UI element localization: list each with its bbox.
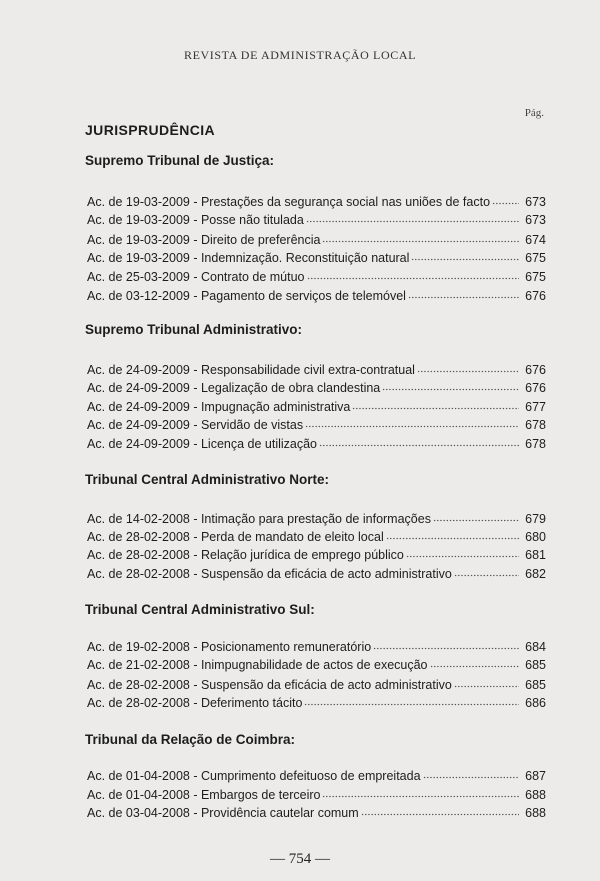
toc-entry bbox=[87, 233, 546, 251]
toc-entry bbox=[87, 530, 546, 548]
dot-leader bbox=[322, 788, 519, 798]
toc-entry-page: 676 bbox=[525, 363, 546, 377]
dot-leader bbox=[305, 418, 519, 428]
toc-entry-text: Ac. de 03-04-2008 - Providência cautelar comum bbox=[87, 806, 359, 820]
toc-entry bbox=[87, 788, 546, 806]
dot-leader bbox=[361, 806, 519, 816]
toc-entry-text: Ac. de 03-12-2009 - Pagamento de serviços de telemóvel bbox=[87, 289, 406, 303]
toc-entry-text: Ac. de 28-02-2008 - Relação jurídica de emprego público bbox=[87, 548, 404, 562]
toc-entry-page: 678 bbox=[525, 437, 546, 451]
toc-entry-text: Ac. de 28-02-2008 - Deferimento tácito bbox=[87, 696, 303, 710]
dot-leader bbox=[322, 233, 519, 243]
page-title: JURISPRUDÊNCIA bbox=[85, 122, 216, 138]
toc-entry-text: Ac. de 14-02-2008 - Intimação para prestação de informações bbox=[87, 512, 431, 526]
toc-entry-page: 685 bbox=[525, 658, 546, 672]
toc-entry bbox=[87, 640, 546, 658]
toc-entry-text: Ac. de 28-02-2008 - Suspensão da eficácia de acto administrativo bbox=[87, 567, 452, 581]
toc-entry-page: 679 bbox=[525, 512, 546, 526]
toc-entry-text: Ac. de 24-09-2009 - Servidão de vistas bbox=[87, 418, 304, 432]
section-title: Supremo Tribunal de Justiça: bbox=[85, 153, 275, 168]
toc-entry-page: 676 bbox=[525, 289, 546, 303]
toc-entry-page: 688 bbox=[525, 788, 546, 802]
toc-entry-text: Ac. de 19-03-2009 - Indemnização. Reconstituição natural bbox=[87, 251, 410, 265]
dot-leader bbox=[386, 530, 519, 540]
toc-entry bbox=[87, 678, 546, 696]
toc-entry-page: 687 bbox=[525, 769, 546, 783]
dot-leader bbox=[411, 251, 519, 261]
dot-leader bbox=[352, 400, 519, 410]
dot-leader bbox=[433, 512, 519, 522]
toc-entry-page: 676 bbox=[525, 381, 546, 395]
section-title: Supremo Tribunal Administrativo: bbox=[85, 322, 303, 337]
toc-entry-page: 675 bbox=[525, 251, 546, 265]
toc-entry-page: 684 bbox=[525, 640, 546, 654]
toc-entry-text: Ac. de 01-04-2008 - Embargos de terceiro bbox=[87, 788, 321, 802]
toc-entry bbox=[87, 437, 546, 455]
toc-entry-page: 680 bbox=[525, 530, 546, 544]
toc-entry-text: Ac. de 19-03-2009 - Posse não titulada bbox=[87, 213, 304, 227]
toc-entry bbox=[87, 548, 546, 566]
dot-leader bbox=[454, 567, 519, 577]
toc-entry bbox=[87, 251, 546, 269]
toc-entry bbox=[87, 418, 546, 436]
toc-entry-page: 685 bbox=[525, 678, 546, 692]
toc-entry bbox=[87, 769, 546, 787]
toc-entry bbox=[87, 363, 546, 381]
toc-entry bbox=[87, 512, 546, 530]
toc-entry-text: Ac. de 25-03-2009 - Contrato de mútuo bbox=[87, 270, 305, 284]
toc-entry bbox=[87, 400, 546, 418]
page-column-label: Pág. bbox=[524, 107, 544, 119]
toc-entry-page: 673 bbox=[525, 213, 546, 227]
toc-entry-text: Ac. de 19-03-2009 - Prestações da segurança social nas uniões de facto bbox=[87, 195, 491, 209]
running-header: REVISTA DE ADMINISTRAÇÃO LOCAL bbox=[183, 48, 417, 62]
dot-leader bbox=[408, 289, 519, 299]
toc-entry bbox=[87, 658, 546, 676]
section-title: Tribunal Central Administrativo Norte: bbox=[85, 472, 330, 487]
section-title: Tribunal Central Administrativo Sul: bbox=[85, 602, 315, 617]
toc-entry bbox=[87, 696, 546, 714]
dot-leader bbox=[417, 363, 519, 373]
toc-entry-text: Ac. de 24-09-2009 - Legalização de obra clandestina bbox=[87, 381, 381, 395]
dot-leader bbox=[306, 213, 519, 223]
toc-entry-page: 677 bbox=[525, 400, 546, 414]
toc-entry-text: Ac. de 28-02-2008 - Perda de mandato de eleito local bbox=[87, 530, 384, 544]
dot-leader bbox=[382, 381, 519, 391]
toc-entry bbox=[87, 213, 546, 231]
toc-entry bbox=[87, 195, 546, 213]
section-title: Tribunal da Relação de Coimbra: bbox=[85, 732, 296, 747]
toc-entry-page: 682 bbox=[525, 567, 546, 581]
page-number: — 754 — bbox=[270, 851, 330, 867]
toc-entry-page: 686 bbox=[525, 696, 546, 710]
toc-entry bbox=[87, 567, 546, 585]
toc-entry bbox=[87, 381, 546, 399]
toc-entry-text: Ac. de 01-04-2008 - Cumprimento defeituoso de empreitada bbox=[87, 769, 421, 783]
toc-entry bbox=[87, 806, 546, 824]
dot-leader bbox=[319, 437, 519, 447]
toc-entry-text: Ac. de 24-09-2009 - Responsabilidade civil extra-contratual bbox=[87, 363, 415, 377]
dot-leader bbox=[454, 678, 519, 688]
dot-leader bbox=[492, 195, 519, 205]
toc-entry-text: Ac. de 19-02-2008 - Posicionamento remuneratório bbox=[87, 640, 372, 654]
toc-entry bbox=[87, 270, 546, 288]
dot-leader bbox=[304, 696, 519, 706]
toc-entry-page: 675 bbox=[525, 270, 546, 284]
toc-entry-text: Ac. de 21-02-2008 - Inimpugnabilidade de actos de execução bbox=[87, 658, 428, 672]
dot-leader bbox=[307, 270, 520, 280]
toc-entry bbox=[87, 289, 546, 307]
dot-leader bbox=[373, 640, 519, 650]
toc-entry-page: 673 bbox=[525, 195, 546, 209]
dot-leader bbox=[423, 769, 519, 779]
toc-entry-page: 681 bbox=[525, 548, 546, 562]
toc-entry-page: 674 bbox=[525, 233, 546, 247]
toc-entry-text: Ac. de 19-03-2009 - Direito de preferência bbox=[87, 233, 321, 247]
toc-entry-page: 678 bbox=[525, 418, 546, 432]
toc-entry-text: Ac. de 24-09-2009 - Impugnação administrativa bbox=[87, 400, 351, 414]
toc-entry-text: Ac. de 28-02-2008 - Suspensão da eficácia de acto administrativo bbox=[87, 678, 452, 692]
dot-leader bbox=[406, 548, 519, 558]
dot-leader bbox=[430, 658, 519, 668]
toc-entry-page: 688 bbox=[525, 806, 546, 820]
toc-entry-text: Ac. de 24-09-2009 - Licença de utilização bbox=[87, 437, 318, 451]
